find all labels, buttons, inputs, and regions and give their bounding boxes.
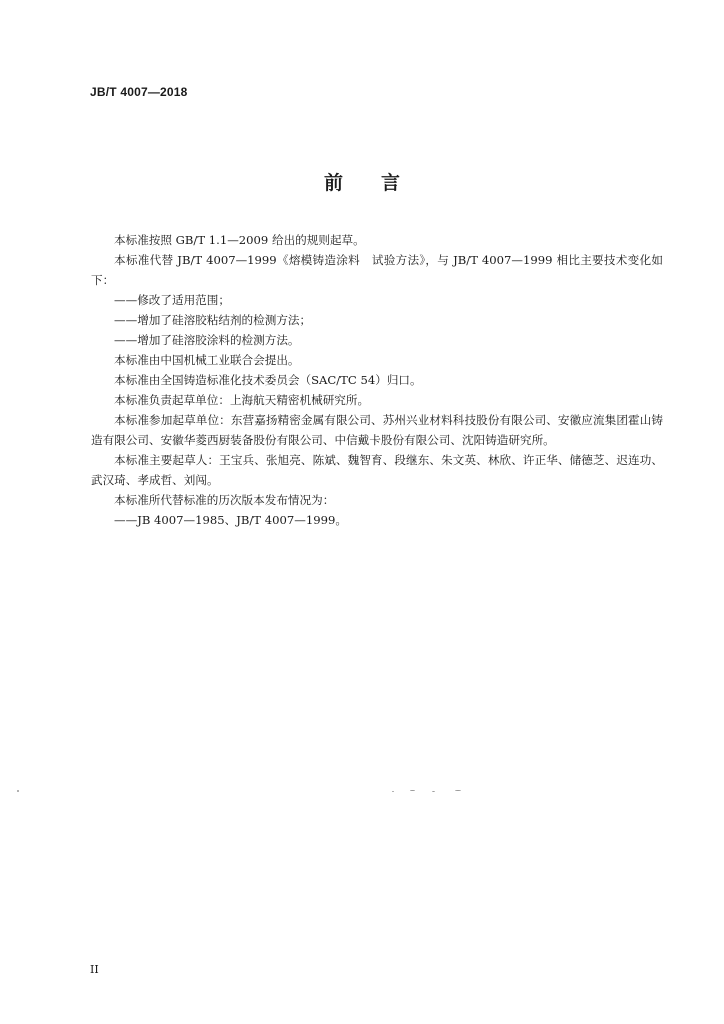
paragraph-drafters: 本标准主要起草人：王宝兵、张旭亮、陈斌、魏智育、段继东、朱文英、林欣、许正华、储德芝、迟连功、武汉琦、孝成哲、刘闯。	[91, 453, 663, 487]
scan-speck	[432, 791, 435, 792]
list-item-binder-method: ——增加了硅溶胶粘结剂的检测方法；	[114, 313, 312, 327]
scan-speck	[410, 790, 415, 791]
foreword-body	[91, 230, 663, 530]
list-item-scope: ——修改了适用范围；	[114, 293, 230, 307]
scan-speck	[455, 790, 461, 791]
list-item-coating-method: ——增加了硅溶胶涂料的检测方法。	[114, 333, 300, 347]
paragraph-participating-units: 本标准参加起草单位：东营嘉扬精密金属有限公司、苏州兴业材料科技股份有限公司、安徽应流集团霍山铸造有限公司、安徽华菱西厨装备股份有限公司、中信戴卡股份有限公司、沈阳铸造研究所。	[91, 413, 663, 447]
standard-code: JB/T 4007—2018	[90, 85, 188, 99]
scan-speck	[17, 790, 19, 792]
paragraph-replacement: 本标准代替 JB/T 4007—1999《熔模铸造涂料 试验方法》，与 JB/T 4007—1999 相比主要技术变化如下：	[91, 253, 663, 287]
page-title: 前言	[323, 172, 438, 194]
paragraph-lead-drafter: 本标准负责起草单位：上海航天精密机械研究所。	[114, 393, 370, 407]
paragraph-drafting-rules: 本标准按照 GB/T 1.1—2009 给出的规则起草。	[114, 233, 365, 247]
paragraph-history-intro: 本标准所代替标准的历次版本发布情况为：	[114, 493, 335, 507]
page-number: II	[90, 963, 99, 976]
paragraph-committee: 本标准由全国铸造标准化技术委员会（SAC/TC 54）归口。	[114, 373, 422, 387]
scan-speck	[392, 791, 394, 792]
paragraph-proposer: 本标准由中国机械工业联合会提出。	[114, 353, 300, 367]
list-item-history: ——JB 4007—1985、JB/T 4007—1999。	[114, 513, 347, 527]
